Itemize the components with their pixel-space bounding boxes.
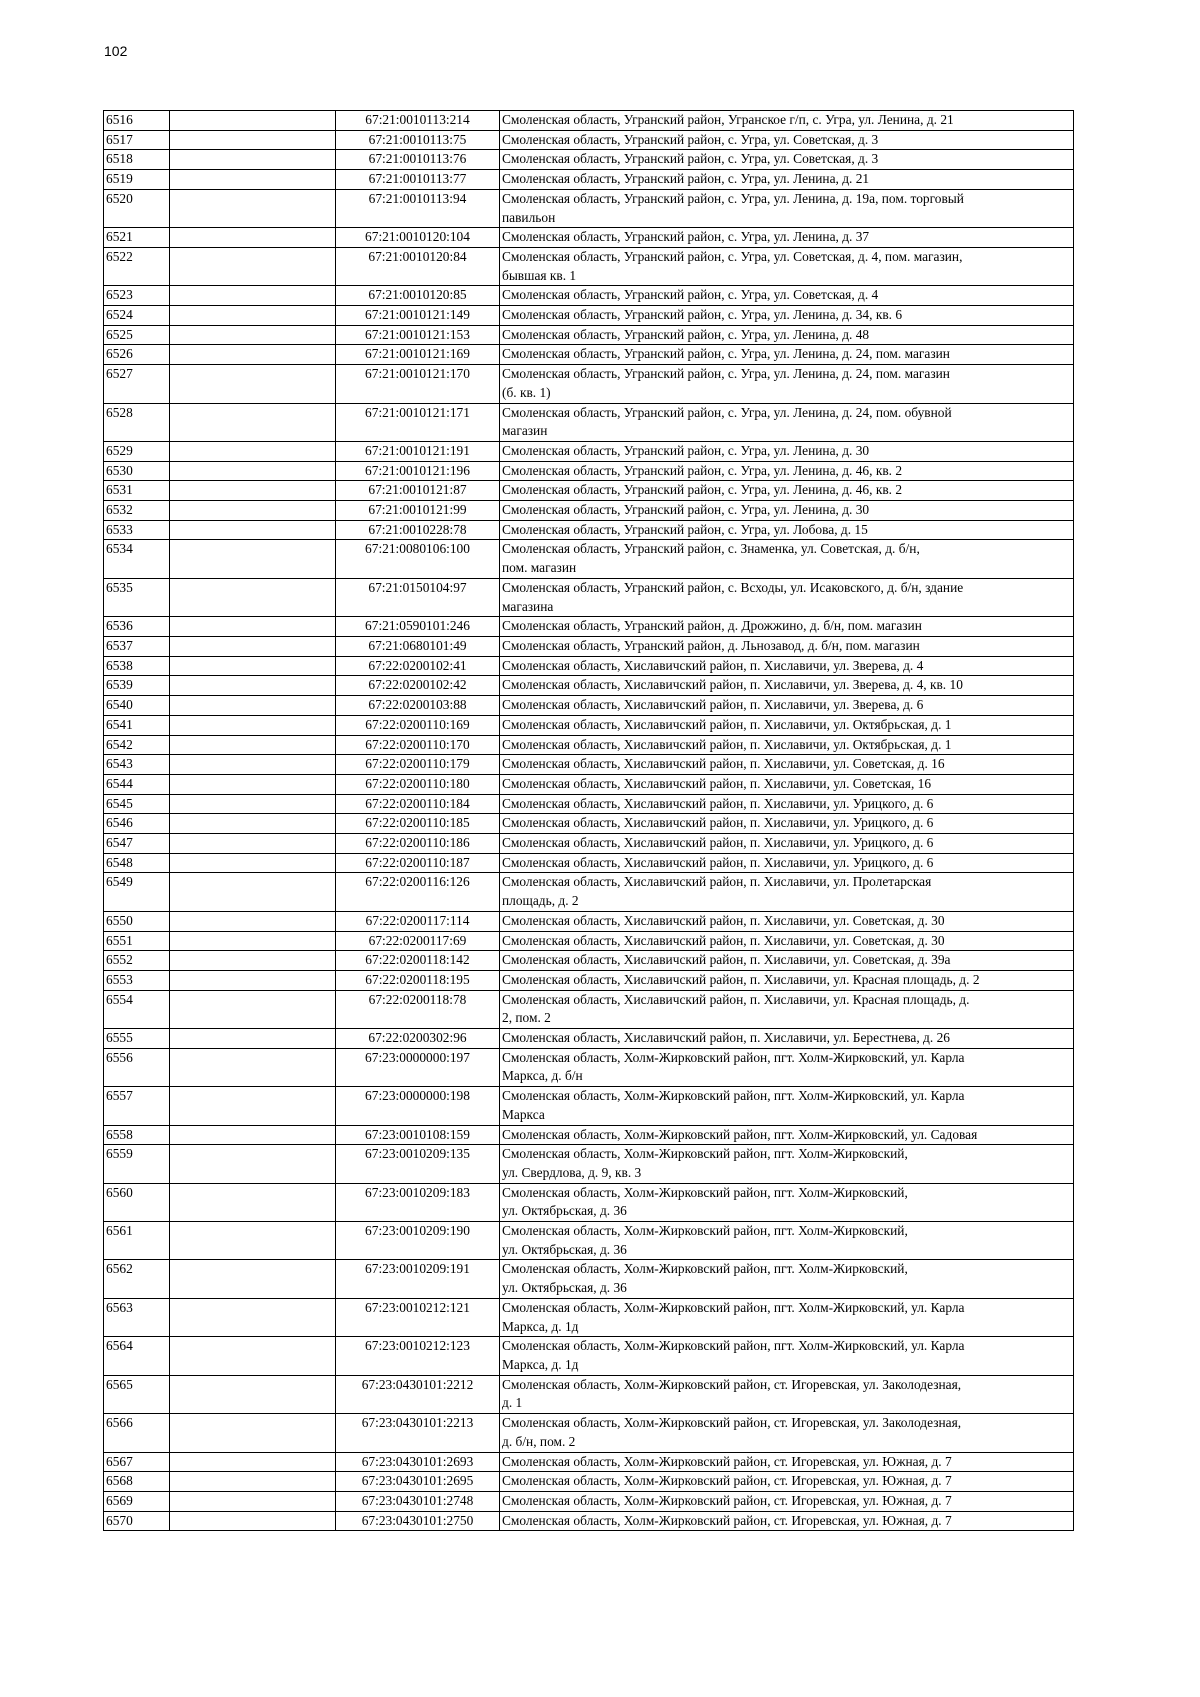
- address-cell: Смоленская область, Угранский район, с. Угра, ул. Ленина, д. 34, кв. 6: [500, 306, 1074, 326]
- address-cell: Смоленская область, Холм-Жирковский район, ст. Игоревская, ул. Заколодезная, д. 1: [500, 1375, 1074, 1413]
- address-cell: Смоленская область, Холм-Жирковский район, пгт. Холм-Жирковский, ул. Карла Маркса, д. 1д: [500, 1298, 1074, 1336]
- table-row: [104, 111, 1074, 131]
- cadastral-number-cell: 67:21:0010121:171: [336, 403, 500, 441]
- empty-cell: [170, 111, 336, 131]
- address-cell: Смоленская область, Хиславичский район, п. Хиславичи, ул. Октябрьская, д. 1: [500, 715, 1074, 735]
- cadastral-number-cell: 67:21:0010120:84: [336, 247, 500, 285]
- empty-cell: [170, 1029, 336, 1049]
- row-number-cell: 6543: [104, 755, 170, 775]
- table-row: [104, 306, 1074, 326]
- empty-cell: [170, 1472, 336, 1492]
- empty-cell: [170, 735, 336, 755]
- address-cell: Смоленская область, Хиславичский район, п. Хиславичи, ул. Пролетарская площадь, д. 2: [500, 873, 1074, 911]
- table-row: [104, 735, 1074, 755]
- address-cell: Смоленская область, Угранский район, д. Дрожжино, д. б/н, пом. магазин: [500, 617, 1074, 637]
- page-number: 102: [104, 43, 128, 59]
- table-row: [104, 520, 1074, 540]
- table-row: [104, 1260, 1074, 1298]
- address-cell: Смоленская область, Холм-Жирковский район, пгт. Холм-Жирковский, ул. Свердлова, д. 9, кв. 3: [500, 1145, 1074, 1183]
- row-number-cell: 6528: [104, 403, 170, 441]
- empty-cell: [170, 617, 336, 637]
- empty-cell: [170, 853, 336, 873]
- table-row: [104, 1029, 1074, 1049]
- empty-cell: [170, 1375, 336, 1413]
- table-row: [104, 1472, 1074, 1492]
- address-cell: Смоленская область, Хиславичский район, п. Хиславичи, ул. Октябрьская, д. 1: [500, 735, 1074, 755]
- address-cell: Смоленская область, Холм-Жирковский район, ст. Игоревская, ул. Южная, д. 7: [500, 1452, 1074, 1472]
- cadastral-number-cell: 67:21:0590101:246: [336, 617, 500, 637]
- address-cell: Смоленская область, Холм-Жирковский район, пгт. Холм-Жирковский, ул. Карла Маркса, д. б/н: [500, 1048, 1074, 1086]
- row-number-cell: 6529: [104, 441, 170, 461]
- table-row: [104, 951, 1074, 971]
- cadastral-number-cell: 67:23:0430101:2695: [336, 1472, 500, 1492]
- table-row: [104, 853, 1074, 873]
- table-row: [104, 170, 1074, 190]
- address-cell: Смоленская область, Холм-Жирковский район, пгт. Холм-Жирковский, ул. Октябрьская, д. 36: [500, 1260, 1074, 1298]
- address-cell: Смоленская область, Холм-Жирковский район, ст. Игоревская, ул. Заколодезная, д. б/н, пом. 2: [500, 1414, 1074, 1452]
- row-number-cell: 6559: [104, 1145, 170, 1183]
- row-number-cell: 6569: [104, 1491, 170, 1511]
- cadastral-number-cell: 67:23:0010212:121: [336, 1298, 500, 1336]
- empty-cell: [170, 1222, 336, 1260]
- row-number-cell: 6555: [104, 1029, 170, 1049]
- cadastral-number-cell: 67:23:0430101:2212: [336, 1375, 500, 1413]
- empty-cell: [170, 501, 336, 521]
- empty-cell: [170, 481, 336, 501]
- row-number-cell: 6561: [104, 1222, 170, 1260]
- address-cell: Смоленская область, Угранский район, с. Угра, ул. Лобова, д. 15: [500, 520, 1074, 540]
- cadastral-number-cell: 67:21:0680101:49: [336, 636, 500, 656]
- table-row: [104, 1375, 1074, 1413]
- address-cell: Смоленская область, Хиславичский район, п. Хиславичи, ул. Красная площадь, д. 2, пом. 2: [500, 990, 1074, 1028]
- address-cell: Смоленская область, Холм-Жирковский район, пгт. Холм-Жирковский, ул. Садовая: [500, 1125, 1074, 1145]
- table-row: [104, 189, 1074, 227]
- table-row: [104, 130, 1074, 150]
- cadastral-number-cell: 67:23:0010209:135: [336, 1145, 500, 1183]
- empty-cell: [170, 834, 336, 854]
- address-cell: Смоленская область, Холм-Жирковский район, пгт. Холм-Жирковский, ул. Карла Маркса: [500, 1087, 1074, 1125]
- empty-cell: [170, 1511, 336, 1531]
- table-row: [104, 1337, 1074, 1375]
- empty-cell: [170, 306, 336, 326]
- empty-cell: [170, 130, 336, 150]
- address-cell: Смоленская область, Хиславичский район, п. Хиславичи, ул. Урицкого, д. 6: [500, 853, 1074, 873]
- empty-cell: [170, 345, 336, 365]
- address-cell: Смоленская область, Угранский район, д. Льнозавод, д. б/н, пом. магазин: [500, 636, 1074, 656]
- table-row: [104, 774, 1074, 794]
- cadastral-number-cell: 67:22:0200110:185: [336, 814, 500, 834]
- cadastral-number-cell: 67:21:0010121:153: [336, 325, 500, 345]
- empty-cell: [170, 1491, 336, 1511]
- table-row: [104, 461, 1074, 481]
- table-row: [104, 1183, 1074, 1221]
- address-cell: Смоленская область, Хиславичский район, п. Хиславичи, ул. Урицкого, д. 6: [500, 794, 1074, 814]
- empty-cell: [170, 1183, 336, 1221]
- address-cell: Смоленская область, Угранский район, с. Угра, ул. Ленина, д. 30: [500, 501, 1074, 521]
- address-cell: Смоленская область, Угранский район, Угранское г/п, с. Угра, ул. Ленина, д. 21: [500, 111, 1074, 131]
- row-number-cell: 6570: [104, 1511, 170, 1531]
- empty-cell: [170, 247, 336, 285]
- table-row: [104, 441, 1074, 461]
- table-row: [104, 696, 1074, 716]
- table-row: [104, 286, 1074, 306]
- address-cell: Смоленская область, Хиславичский район, п. Хиславичи, ул. Красная площадь, д. 2: [500, 970, 1074, 990]
- empty-cell: [170, 150, 336, 170]
- table-row: [104, 578, 1074, 616]
- cadastral-number-cell: 67:22:0200117:114: [336, 911, 500, 931]
- table-row: [104, 931, 1074, 951]
- empty-cell: [170, 873, 336, 911]
- address-cell: Смоленская область, Угранский район, с. Угра, ул. Советская, д. 3: [500, 130, 1074, 150]
- empty-cell: [170, 325, 336, 345]
- cadastral-number-cell: 67:22:0200110:180: [336, 774, 500, 794]
- cadastral-number-cell: 67:21:0010228:78: [336, 520, 500, 540]
- table-row: [104, 911, 1074, 931]
- row-number-cell: 6562: [104, 1260, 170, 1298]
- empty-cell: [170, 228, 336, 248]
- table-row: [104, 403, 1074, 441]
- cadastral-number-cell: 67:22:0200110:169: [336, 715, 500, 735]
- table-row: [104, 1452, 1074, 1472]
- address-cell: Смоленская область, Угранский район, с. Угра, ул. Ленина, д. 48: [500, 325, 1074, 345]
- address-cell: Смоленская область, Хиславичский район, п. Хиславичи, ул. Зверева, д. 4: [500, 656, 1074, 676]
- cadastral-number-cell: 67:22:0200102:42: [336, 676, 500, 696]
- table-row: [104, 676, 1074, 696]
- row-number-cell: 6540: [104, 696, 170, 716]
- table-row: [104, 794, 1074, 814]
- empty-cell: [170, 365, 336, 403]
- table-row: [104, 365, 1074, 403]
- cadastral-number-cell: 67:21:0010120:85: [336, 286, 500, 306]
- empty-cell: [170, 461, 336, 481]
- address-cell: Смоленская область, Угранский район, с. Всходы, ул. Исаковского, д. б/н, здание магазина: [500, 578, 1074, 616]
- cadastral-number-cell: 67:23:0430101:2748: [336, 1491, 500, 1511]
- table-row: [104, 1414, 1074, 1452]
- address-cell: Смоленская область, Угранский район, с. Угра, ул. Ленина, д. 19а, пом. торговый павильон: [500, 189, 1074, 227]
- empty-cell: [170, 520, 336, 540]
- address-cell: Смоленская область, Угранский район, с. Угра, ул. Ленина, д. 24, пом. магазин (б. кв. 1): [500, 365, 1074, 403]
- empty-cell: [170, 931, 336, 951]
- property-table: [103, 110, 1074, 1531]
- address-cell: Смоленская область, Хиславичский район, п. Хиславичи, ул. Берестнева, д. 26: [500, 1029, 1074, 1049]
- empty-cell: [170, 970, 336, 990]
- row-number-cell: 6534: [104, 540, 170, 578]
- cadastral-number-cell: 67:22:0200110:184: [336, 794, 500, 814]
- table-row: [104, 501, 1074, 521]
- row-number-cell: 6525: [104, 325, 170, 345]
- row-number-cell: 6524: [104, 306, 170, 326]
- empty-cell: [170, 189, 336, 227]
- row-number-cell: 6560: [104, 1183, 170, 1221]
- address-cell: Смоленская область, Угранский район, с. Угра, ул. Ленина, д. 37: [500, 228, 1074, 248]
- cadastral-number-cell: 67:21:0150104:97: [336, 578, 500, 616]
- cadastral-number-cell: 67:21:0010113:75: [336, 130, 500, 150]
- empty-cell: [170, 540, 336, 578]
- table-row: [104, 1511, 1074, 1531]
- empty-cell: [170, 286, 336, 306]
- address-cell: Смоленская область, Угранский район, с. Знаменка, ул. Советская, д. б/н, пом. магазин: [500, 540, 1074, 578]
- row-number-cell: 6532: [104, 501, 170, 521]
- table-body: [104, 111, 1074, 1531]
- address-cell: Смоленская область, Угранский район, с. Угра, ул. Советская, д. 4: [500, 286, 1074, 306]
- cadastral-number-cell: 67:23:0010212:123: [336, 1337, 500, 1375]
- table-row: [104, 617, 1074, 637]
- row-number-cell: 6526: [104, 345, 170, 365]
- cadastral-number-cell: 67:23:0430101:2693: [336, 1452, 500, 1472]
- cadastral-number-cell: 67:21:0080106:100: [336, 540, 500, 578]
- cadastral-number-cell: 67:22:0200118:195: [336, 970, 500, 990]
- empty-cell: [170, 696, 336, 716]
- cadastral-number-cell: 67:22:0200110:179: [336, 755, 500, 775]
- empty-cell: [170, 656, 336, 676]
- empty-cell: [170, 1260, 336, 1298]
- cadastral-number-cell: 67:23:0010209:190: [336, 1222, 500, 1260]
- row-number-cell: 6522: [104, 247, 170, 285]
- row-number-cell: 6568: [104, 1472, 170, 1492]
- row-number-cell: 6536: [104, 617, 170, 637]
- cadastral-number-cell: 67:23:0430101:2750: [336, 1511, 500, 1531]
- table-row: [104, 1125, 1074, 1145]
- table-row: [104, 1048, 1074, 1086]
- address-cell: Смоленская область, Угранский район, с. Угра, ул. Ленина, д. 24, пом. магазин: [500, 345, 1074, 365]
- cadastral-number-cell: 67:22:0200103:88: [336, 696, 500, 716]
- table-row: [104, 481, 1074, 501]
- row-number-cell: 6563: [104, 1298, 170, 1336]
- empty-cell: [170, 1048, 336, 1086]
- empty-cell: [170, 441, 336, 461]
- row-number-cell: 6554: [104, 990, 170, 1028]
- row-number-cell: 6545: [104, 794, 170, 814]
- table-row: [104, 834, 1074, 854]
- cadastral-number-cell: 67:21:0010113:77: [336, 170, 500, 190]
- address-cell: Смоленская область, Угранский район, с. Угра, ул. Ленина, д. 46, кв. 2: [500, 481, 1074, 501]
- row-number-cell: 6523: [104, 286, 170, 306]
- table-row: [104, 1491, 1074, 1511]
- empty-cell: [170, 814, 336, 834]
- address-cell: Смоленская область, Угранский район, с. Угра, ул. Ленина, д. 21: [500, 170, 1074, 190]
- address-cell: Смоленская область, Хиславичский район, п. Хиславичи, ул. Урицкого, д. 6: [500, 814, 1074, 834]
- row-number-cell: 6549: [104, 873, 170, 911]
- address-cell: Смоленская область, Хиславичский район, п. Хиславичи, ул. Зверева, д. 4, кв. 10: [500, 676, 1074, 696]
- cadastral-number-cell: 67:23:0000000:197: [336, 1048, 500, 1086]
- row-number-cell: 6537: [104, 636, 170, 656]
- cadastral-number-cell: 67:21:0010121:99: [336, 501, 500, 521]
- address-cell: Смоленская область, Угранский район, с. Угра, ул. Советская, д. 4, пом. магазин, бывшая кв. 1: [500, 247, 1074, 285]
- row-number-cell: 6547: [104, 834, 170, 854]
- table-row: [104, 1087, 1074, 1125]
- address-cell: Смоленская область, Хиславичский район, п. Хиславичи, ул. Урицкого, д. 6: [500, 834, 1074, 854]
- cadastral-number-cell: 67:22:0200116:126: [336, 873, 500, 911]
- cadastral-number-cell: 67:21:0010121:170: [336, 365, 500, 403]
- row-number-cell: 6520: [104, 189, 170, 227]
- cadastral-number-cell: 67:21:0010121:191: [336, 441, 500, 461]
- row-number-cell: 6516: [104, 111, 170, 131]
- cadastral-number-cell: 67:23:0010209:191: [336, 1260, 500, 1298]
- cadastral-number-cell: 67:21:0010121:196: [336, 461, 500, 481]
- address-cell: Смоленская область, Холм-Жирковский район, пгт. Холм-Жирковский, ул. Карла Маркса, д. 1д: [500, 1337, 1074, 1375]
- row-number-cell: 6521: [104, 228, 170, 248]
- address-cell: Смоленская область, Холм-Жирковский район, пгт. Холм-Жирковский, ул. Октябрьская, д. 36: [500, 1222, 1074, 1260]
- address-cell: Смоленская область, Угранский район, с. Угра, ул. Ленина, д. 30: [500, 441, 1074, 461]
- row-number-cell: 6519: [104, 170, 170, 190]
- address-cell: Смоленская область, Хиславичский район, п. Хиславичи, ул. Советская, 16: [500, 774, 1074, 794]
- cadastral-number-cell: 67:21:0010121:149: [336, 306, 500, 326]
- table-row: [104, 970, 1074, 990]
- cadastral-number-cell: 67:21:0010120:104: [336, 228, 500, 248]
- row-number-cell: 6535: [104, 578, 170, 616]
- cadastral-number-cell: 67:22:0200117:69: [336, 931, 500, 951]
- row-number-cell: 6564: [104, 1337, 170, 1375]
- cadastral-number-cell: 67:22:0200110:170: [336, 735, 500, 755]
- empty-cell: [170, 755, 336, 775]
- table-row: [104, 345, 1074, 365]
- empty-cell: [170, 911, 336, 931]
- address-cell: Смоленская область, Хиславичский район, п. Хиславичи, ул. Зверева, д. 6: [500, 696, 1074, 716]
- row-number-cell: 6533: [104, 520, 170, 540]
- table-row: [104, 228, 1074, 248]
- empty-cell: [170, 676, 336, 696]
- table-row: [104, 540, 1074, 578]
- table-row: [104, 325, 1074, 345]
- table-row: [104, 755, 1074, 775]
- row-number-cell: 6548: [104, 853, 170, 873]
- empty-cell: [170, 774, 336, 794]
- cadastral-number-cell: 67:21:0010113:76: [336, 150, 500, 170]
- empty-cell: [170, 951, 336, 971]
- address-cell: Смоленская область, Хиславичский район, п. Хиславичи, ул. Советская, д. 39а: [500, 951, 1074, 971]
- cadastral-number-cell: 67:22:0200118:78: [336, 990, 500, 1028]
- empty-cell: [170, 403, 336, 441]
- row-number-cell: 6557: [104, 1087, 170, 1125]
- row-number-cell: 6517: [104, 130, 170, 150]
- cadastral-number-cell: 67:23:0430101:2213: [336, 1414, 500, 1452]
- address-cell: Смоленская область, Угранский район, с. Угра, ул. Ленина, д. 46, кв. 2: [500, 461, 1074, 481]
- address-cell: Смоленская область, Хиславичский район, п. Хиславичи, ул. Советская, д. 16: [500, 755, 1074, 775]
- cadastral-number-cell: 67:23:0000000:198: [336, 1087, 500, 1125]
- cadastral-number-cell: 67:22:0200102:41: [336, 656, 500, 676]
- table-row: [104, 247, 1074, 285]
- cadastral-number-cell: 67:21:0010113:214: [336, 111, 500, 131]
- row-number-cell: 6553: [104, 970, 170, 990]
- empty-cell: [170, 170, 336, 190]
- address-cell: Смоленская область, Холм-Жирковский район, ст. Игоревская, ул. Южная, д. 7: [500, 1491, 1074, 1511]
- row-number-cell: 6556: [104, 1048, 170, 1086]
- row-number-cell: 6551: [104, 931, 170, 951]
- row-number-cell: 6541: [104, 715, 170, 735]
- row-number-cell: 6539: [104, 676, 170, 696]
- empty-cell: [170, 578, 336, 616]
- empty-cell: [170, 1125, 336, 1145]
- empty-cell: [170, 715, 336, 735]
- row-number-cell: 6566: [104, 1414, 170, 1452]
- row-number-cell: 6552: [104, 951, 170, 971]
- row-number-cell: 6550: [104, 911, 170, 931]
- row-number-cell: 6544: [104, 774, 170, 794]
- cadastral-number-cell: 67:22:0200110:186: [336, 834, 500, 854]
- row-number-cell: 6558: [104, 1125, 170, 1145]
- address-cell: Смоленская область, Угранский район, с. Угра, ул. Советская, д. 3: [500, 150, 1074, 170]
- table-row: [104, 990, 1074, 1028]
- address-cell: Смоленская область, Холм-Жирковский район, ст. Игоревская, ул. Южная, д. 7: [500, 1511, 1074, 1531]
- row-number-cell: 6567: [104, 1452, 170, 1472]
- row-number-cell: 6527: [104, 365, 170, 403]
- row-number-cell: 6565: [104, 1375, 170, 1413]
- empty-cell: [170, 1452, 336, 1472]
- address-cell: Смоленская область, Хиславичский район, п. Хиславичи, ул. Советская, д. 30: [500, 911, 1074, 931]
- cadastral-number-cell: 67:22:0200110:187: [336, 853, 500, 873]
- address-cell: Смоленская область, Хиславичский район, п. Хиславичи, ул. Советская, д. 30: [500, 931, 1074, 951]
- cadastral-number-cell: 67:21:0010121:169: [336, 345, 500, 365]
- table-row: [104, 814, 1074, 834]
- address-cell: Смоленская область, Холм-Жирковский район, пгт. Холм-Жирковский, ул. Октябрьская, д. 36: [500, 1183, 1074, 1221]
- row-number-cell: 6531: [104, 481, 170, 501]
- row-number-cell: 6546: [104, 814, 170, 834]
- row-number-cell: 6518: [104, 150, 170, 170]
- table-row: [104, 150, 1074, 170]
- table-row: [104, 1145, 1074, 1183]
- cadastral-number-cell: 67:23:0010108:159: [336, 1125, 500, 1145]
- empty-cell: [170, 794, 336, 814]
- cadastral-number-cell: 67:22:0200302:96: [336, 1029, 500, 1049]
- empty-cell: [170, 990, 336, 1028]
- empty-cell: [170, 636, 336, 656]
- cadastral-number-cell: 67:21:0010121:87: [336, 481, 500, 501]
- row-number-cell: 6542: [104, 735, 170, 755]
- cadastral-number-cell: 67:21:0010113:94: [336, 189, 500, 227]
- address-cell: Смоленская область, Угранский район, с. Угра, ул. Ленина, д. 24, пом. обувной магазин: [500, 403, 1074, 441]
- table-row: [104, 1298, 1074, 1336]
- empty-cell: [170, 1145, 336, 1183]
- row-number-cell: 6538: [104, 656, 170, 676]
- table-row: [104, 656, 1074, 676]
- table-row: [104, 1222, 1074, 1260]
- empty-cell: [170, 1087, 336, 1125]
- cadastral-number-cell: 67:22:0200118:142: [336, 951, 500, 971]
- table-row: [104, 715, 1074, 735]
- cadastral-number-cell: 67:23:0010209:183: [336, 1183, 500, 1221]
- empty-cell: [170, 1298, 336, 1336]
- address-cell: Смоленская область, Холм-Жирковский район, ст. Игоревская, ул. Южная, д. 7: [500, 1472, 1074, 1492]
- table-row: [104, 636, 1074, 656]
- empty-cell: [170, 1414, 336, 1452]
- empty-cell: [170, 1337, 336, 1375]
- row-number-cell: 6530: [104, 461, 170, 481]
- table-row: [104, 873, 1074, 911]
